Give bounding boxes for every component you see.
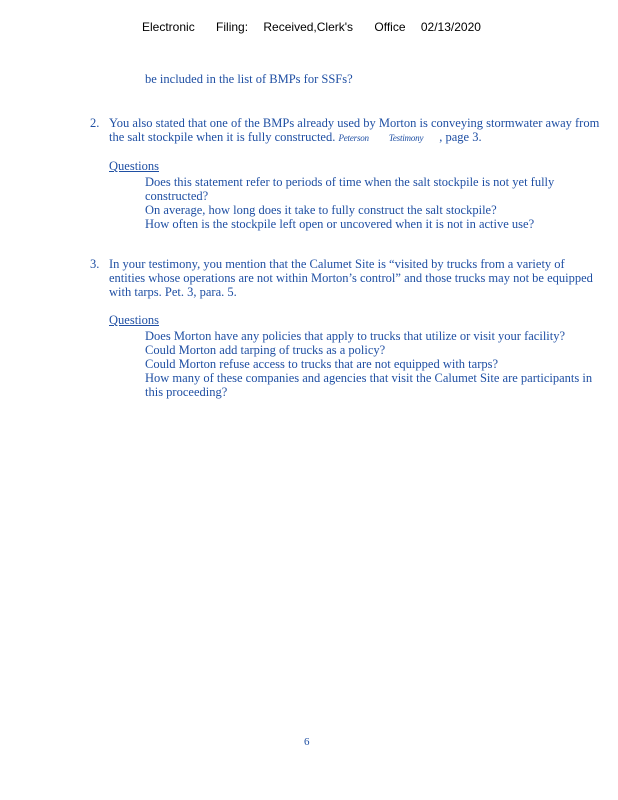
questions-label: Questions: [109, 313, 159, 327]
item-2: [90, 116, 600, 231]
item-3: [90, 257, 600, 399]
header-office: Office: [374, 20, 406, 34]
questions-list: [90, 175, 600, 231]
list-item: [90, 343, 600, 357]
item-paragraph: [109, 116, 600, 145]
list-item: [90, 217, 600, 231]
continuation-line: be included in the list of BMPs for SSFs?: [145, 72, 353, 86]
item-number: 3.: [90, 257, 100, 271]
page-reference: , page 3.: [439, 130, 482, 144]
filing-header: [142, 20, 481, 34]
list-item: [90, 371, 600, 399]
questions-label: Questions: [109, 159, 159, 173]
item-text: You also stated that one of the BMPs already used by Morton is conveying stormwater away from the salt stockpile when it is fully constructed.: [109, 116, 600, 144]
question-text: Does Morton have any policies that apply to trucks that utilize or visit your facility?: [145, 329, 566, 343]
question-text: Does this statement refer to periods of time when the salt stockpile is not yet fully constructed?: [145, 175, 555, 203]
citation-doc: Testimony: [388, 133, 424, 143]
questions-list: [90, 329, 600, 399]
page-number: 6: [304, 736, 310, 748]
item-number: 2.: [90, 116, 100, 130]
question-text: How often is the stockpile left open or uncovered when it is not in active use?: [145, 217, 535, 231]
header-date: 02/13/2020: [420, 20, 481, 34]
list-item: [90, 203, 600, 217]
list-item: [90, 357, 600, 371]
list-item: [90, 329, 600, 343]
list-item: [90, 175, 600, 203]
header-received: Received,Clerk's: [263, 20, 354, 34]
item-paragraph: In your testimony, you mention that the Calumet Site is “visited by trucks from a variety of entities whose operations are not within Morton’s control” and those trucks may not be equipped with tarps. Pet. 3, para. 5.: [109, 257, 593, 299]
header-filing: Filing:: [216, 20, 249, 34]
question-text: Could Morton add tarping of trucks as a policy?: [145, 343, 386, 357]
question-text: How many of these companies and agencies that visit the Calumet Site are participants in this proceeding?: [145, 371, 593, 399]
question-text: On average, how long does it take to fully construct the salt stockpile?: [145, 203, 497, 217]
citation-name: Peterson: [338, 133, 369, 143]
header-electronic: Electronic: [142, 20, 195, 34]
question-text: Could Morton refuse access to trucks that are not equipped with tarps?: [145, 357, 499, 371]
